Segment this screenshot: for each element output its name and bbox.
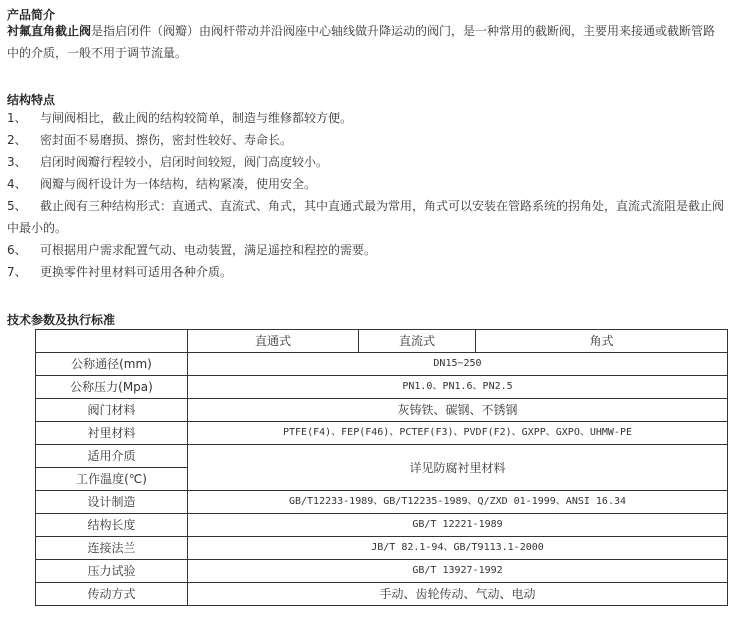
header-straight-type: 直通式 [188,330,359,353]
row-label: 连接法兰 [36,537,188,560]
row-value: 详见防腐衬里材料 [188,445,728,491]
feature-item: 5、 截止阀有三种结构形式：直通式、直流式、角式，其中直通式最为常用，角式可以安装在管路系统的拐角处，直流式流阻是截止阀中最小的。 [7,199,725,235]
header-angle-type: 角式 [476,330,728,353]
row-value: DN15~250 [188,353,728,376]
row-label: 设计制造 [36,491,188,514]
row-value: PN1.0、PN1.6、PN2.5 [188,376,728,399]
header-direct-flow-type: 直流式 [359,330,476,353]
intro-paragraph [7,20,727,64]
feature-list [7,107,727,283]
intro-heading: 产品简介 [7,8,56,22]
table-row [36,422,728,445]
table-row [36,514,728,537]
header-empty-cell [36,330,188,353]
features-heading: 结构特点 [7,93,56,107]
row-label: 压力试验 [36,560,188,583]
feature-item: 6、 可根据用户需求配置气动、电动装置，满足遥控和程控的需要。 [7,243,377,257]
row-value: 手动、齿轮传动、气动、电动 [188,583,728,606]
row-label: 衬里材料 [36,422,188,445]
table-row [36,560,728,583]
row-value: JB/T 82.1-94、GB/T9113.1-2000 [188,537,728,560]
row-value: GB/T 13927-1992 [188,560,728,583]
feature-item: 7、 更换零件衬里材料可适用各种介质。 [7,265,233,279]
row-value: GB/T 12221-1989 [188,514,728,537]
feature-item: 4、 阀瓣与阀杆设计为一体结构，结构紧凑，使用安全。 [7,177,317,191]
table-row [36,537,728,560]
table-row [36,583,728,606]
intro-text: 是指启闭件（阀瓣）由阀杆带动并沿阀座中心轴线做升降运动的阀门，是一种常用的截断阀，主要用来接通或截断管路中的介质，一般不用于调节流量。 [7,24,716,60]
row-label: 公称通径(mm) [36,353,188,376]
product-name: 衬氟直角截止阀 [7,24,92,38]
row-label: 阀门材料 [36,399,188,422]
table-row [36,491,728,514]
table-row [36,445,728,468]
table-row [36,353,728,376]
table-row [36,399,728,422]
row-label: 结构长度 [36,514,188,537]
row-value: PTFE(F4)、FEP(F46)、PCTEF(F3)、PVDF(F2)、GXPP、GXPO、UHMW-PE [188,422,728,445]
spec-table [35,329,728,606]
row-value: 灰铸铁、碳钢、不锈钢 [188,399,728,422]
feature-item: 2、 密封面不易磨损、擦伤，密封性较好、寿命长。 [7,133,293,147]
row-value: GB/T12233-1989、GB/T12235-1989、Q/ZXD 01-1999、ANSI 16.34 [188,491,728,514]
specs-heading: 技术参数及执行标准 [7,313,116,327]
table-header-row [36,330,728,353]
row-label: 传动方式 [36,583,188,606]
feature-item: 1、 与闸阀相比，截止阀的结构较简单，制造与维修都较方便。 [7,111,353,125]
feature-item: 3、 启闭时阀瓣行程较小，启闭时间较短，阀门高度较小。 [7,155,329,169]
row-label: 适用介质 [36,445,188,468]
table-row [36,376,728,399]
row-label: 工作温度(℃) [36,468,188,491]
row-label: 公称压力(Mpa) [36,376,188,399]
